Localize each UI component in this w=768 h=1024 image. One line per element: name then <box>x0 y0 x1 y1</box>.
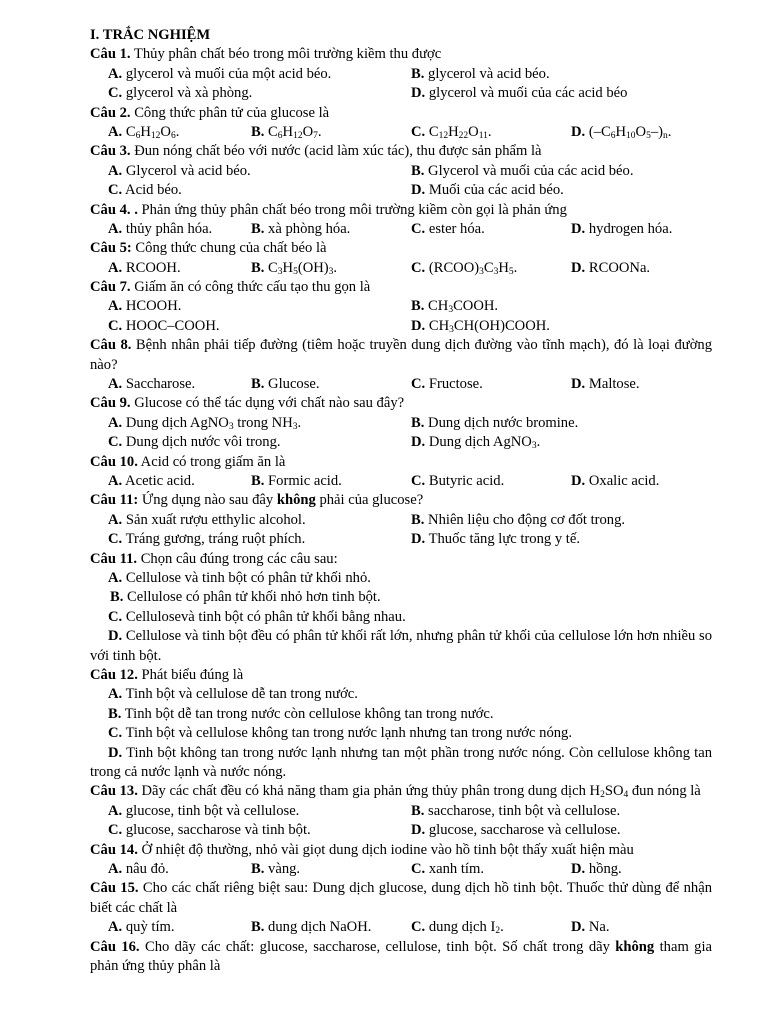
q4-option-d: D. hydrogen hóa. <box>571 220 673 237</box>
question-5: Câu 5: Công thức chung của chất béo là <box>90 240 327 257</box>
q12-option-b: B. Tinh bột dễ tan trong nước còn cellulose không tan trong nước. <box>108 705 494 722</box>
question-14-options <box>90 860 712 879</box>
q15-option-d: D. Na. <box>571 919 610 936</box>
q5-option-a: A. RCOOH. <box>108 259 181 276</box>
q15-option-c: C. dung dịch $I_2$. <box>411 919 504 937</box>
question-7: Câu 7. Giấm ăn có công thức cấu tạo thu gọn là <box>90 279 371 296</box>
question-1-options-row1 <box>90 65 712 84</box>
q7-option-b: B. $CH_3COOH$. <box>411 298 499 316</box>
question-9-options-row1 <box>90 414 712 433</box>
q14-option-c: C. xanh tím. <box>411 860 484 877</box>
q13-option-a: A. glucose, tinh bột và cellulose. <box>108 802 300 819</box>
question-10-options <box>90 472 712 491</box>
q1-option-b: B. glycerol và acid béo. <box>411 65 550 82</box>
q12-option-a: A. Tinh bột và cellulose dễ tan trong nước. <box>108 686 358 703</box>
q8-option-c: C. Fructose. <box>411 376 483 393</box>
question-10: Câu 10. Acid có trong giấm ăn là <box>90 453 286 470</box>
exam-page <box>90 26 712 976</box>
question-11-application: Câu 11: Ứng dụng nào sau đây không phải của glucose? <box>90 492 424 509</box>
q15-option-a: A. quỳ tím. <box>108 919 175 936</box>
question-8-options <box>90 375 712 394</box>
q9-option-d: D. Dung dịch AgNO$_3$. <box>411 434 541 452</box>
q2-option-d: D. $(-C_6H_{10}O_5-)_n$. <box>571 123 672 141</box>
q11a-option-c: C. Tráng gương, tráng ruột phích. <box>108 531 306 548</box>
q11b-option-b: B. Cellulose có phân tử khối nhỏ hơn tinh bột. <box>110 589 381 606</box>
question-7-options-row1 <box>90 297 712 316</box>
q12-option-d: D. Tinh bột không tan trong nước lạnh nhưng tan một phần trong nước nóng. Còn cellulose không tan trong cả nước lạnh và nước nóng. <box>90 744 712 780</box>
question-3: Câu 3. Đun nóng chất béo với nước (acid làm xúc tác), thu được sản phẩm là <box>90 143 542 160</box>
q7-option-c: C. HOOC–COOH. <box>108 317 220 334</box>
q3-option-c: C. Acid béo. <box>108 182 182 199</box>
q1-option-a: A. glycerol và muối của một acid béo. <box>108 65 332 82</box>
question-5-options <box>90 259 712 278</box>
q14-option-d: D. hồng. <box>571 860 622 877</box>
q12-option-c: C. Tinh bột và cellulose không tan trong nước lạnh nhưng tan trong nước nóng. <box>108 725 572 742</box>
q13-option-c: C. glucose, saccharose và tinh bột. <box>108 822 311 839</box>
q9-option-a: A. Dung dịch AgNO$_3$ trong $NH_3$. <box>108 414 302 432</box>
q2-option-c: C. $C_{12}H_{22}O_{11}$. <box>411 123 492 141</box>
q3-option-a: A. Glycerol và acid béo. <box>108 162 251 179</box>
q10-option-b: B. Formic acid. <box>251 473 342 490</box>
q11b-option-c: C. Cellulosevà tinh bột có phân tử khối bằng nhau. <box>108 608 406 625</box>
q9-option-b: B. Dung dịch nước bromine. <box>411 414 579 431</box>
q10-option-c: C. Butyric acid. <box>411 473 505 490</box>
q13-option-b: B. saccharose, tinh bột và cellulose. <box>411 802 621 819</box>
q11a-option-b: B. Nhiên liệu cho động cơ đốt trong. <box>411 511 626 528</box>
q4-option-b: B. xà phòng hóa. <box>251 220 351 237</box>
q9-option-c: C. Dung dịch nước vôi trong. <box>108 434 281 451</box>
question-14: Câu 14. Ở nhiệt độ thường, nhỏ vài giọt dung dịch iodine vào hồ tinh bột thấy xuất hiện màu <box>90 841 634 858</box>
q14-option-a: A. nâu đỏ. <box>108 860 169 877</box>
q1-option-c: C. glycerol và xà phòng. <box>108 85 253 102</box>
question-15-options <box>90 918 712 937</box>
q4-option-a: A. thủy phân hóa. <box>108 220 213 237</box>
question-1: Câu 1. Thủy phân chất béo trong môi trường kiềm thu được <box>90 46 442 63</box>
q14-option-b: B. vàng. <box>251 860 301 877</box>
q10-option-a: A. Acetic acid. <box>108 473 195 490</box>
question-13: Câu 13. Dãy các chất đều có khả năng tham gia phản ứng thủy phân trong dung dịch $H_2SO_4$ đun nóng là <box>90 783 701 801</box>
q2-option-b: B. $C_6H_{12}O_7$. <box>251 123 322 141</box>
q2-option-a: A. $C_6H_{12}O_6$. <box>108 123 180 141</box>
q7-option-a: A. HCOOH. <box>108 298 182 315</box>
question-13-options-row1 <box>90 802 712 821</box>
question-12: Câu 12. Phát biểu đúng là <box>90 666 244 683</box>
question-4-options <box>90 220 712 239</box>
question-1-options-row2 <box>90 84 712 103</box>
q13-option-d: D. glucose, saccharose và cellulose. <box>411 822 621 839</box>
question-16: Câu 16. Cho dãy các chất: glucose, saccharose, cellulose, tinh bột. Số chất trong dãy không tham gia phản ứng thủy phân là <box>90 938 713 974</box>
question-11-application-options-row2 <box>90 530 712 549</box>
q11a-option-a: A. Sản xuất rượu etthylic alcohol. <box>108 511 306 528</box>
q11b-option-a: A. Cellulose và tinh bột có phân tử khối nhỏ. <box>108 569 371 586</box>
question-3-options-row1 <box>90 162 712 181</box>
question-4: Câu 4. . Phản ứng thủy phân chất béo trong môi trường kiềm còn gọi là phản ứng <box>90 201 567 218</box>
question-7-options-row2 <box>90 317 712 336</box>
q3-option-d: D. Muối của các acid béo. <box>411 182 564 199</box>
q11a-option-d: D. Thuốc tăng lực trong y tế. <box>411 531 580 548</box>
q10-option-d: D. Oxalic acid. <box>571 473 660 490</box>
question-8: Câu 8. Bệnh nhân phải tiếp đường (tiêm hoặc truyền dung dịch đường vào tĩnh mạch), đó là loại đường nào? <box>90 337 713 373</box>
question-9: Câu 9. Glucose có thể tác dụng với chất nào sau đây? <box>90 395 405 412</box>
q3-option-b: B. Glycerol và muối của các acid béo. <box>411 162 634 179</box>
question-11-application-options-row1 <box>90 511 712 530</box>
question-11-cellulose: Câu 11. Chọn câu đúng trong các câu sau: <box>90 550 338 567</box>
q4-option-c: C. ester hóa. <box>411 220 485 237</box>
question-3-options-row2 <box>90 181 712 200</box>
q8-option-a: A. Saccharose. <box>108 376 196 393</box>
q8-option-d: D. Maltose. <box>571 376 640 393</box>
q5-option-d: D. RCOONa. <box>571 259 651 276</box>
question-9-options-row2 <box>90 433 712 452</box>
q15-option-b: B. dung dịch NaOH. <box>251 919 372 936</box>
q1-option-d: D. glycerol và muối của các acid béo <box>411 85 628 102</box>
q11b-option-d: D. Cellulose và tinh bột đều có phân tử khối rất lớn, nhưng phân tử khối của cellulose lớn hơn nhiều so với tinh bột. <box>90 628 712 664</box>
question-15: Câu 15. Cho các chất riêng biệt sau: Dung dịch glucose, dung dịch hồ tinh bột. Thuốc thử dùng để nhận biết các chất là <box>90 880 713 916</box>
q7-option-d: D. $CH_3CH(OH)COOH$. <box>411 317 550 335</box>
q5-option-c: C. $(RCOO)_3C_3H_5$. <box>411 259 518 277</box>
question-2-options <box>90 123 712 142</box>
question-2: Câu 2. Công thức phân tử của glucose là <box>90 104 330 121</box>
question-13-options-row2 <box>90 821 712 840</box>
q8-option-b: B. Glucose. <box>251 376 320 393</box>
q5-option-b: B. $C_3H_5(OH)_3$. <box>251 259 338 277</box>
section-heading: I. TRẮC NGHIỆM <box>90 27 211 43</box>
